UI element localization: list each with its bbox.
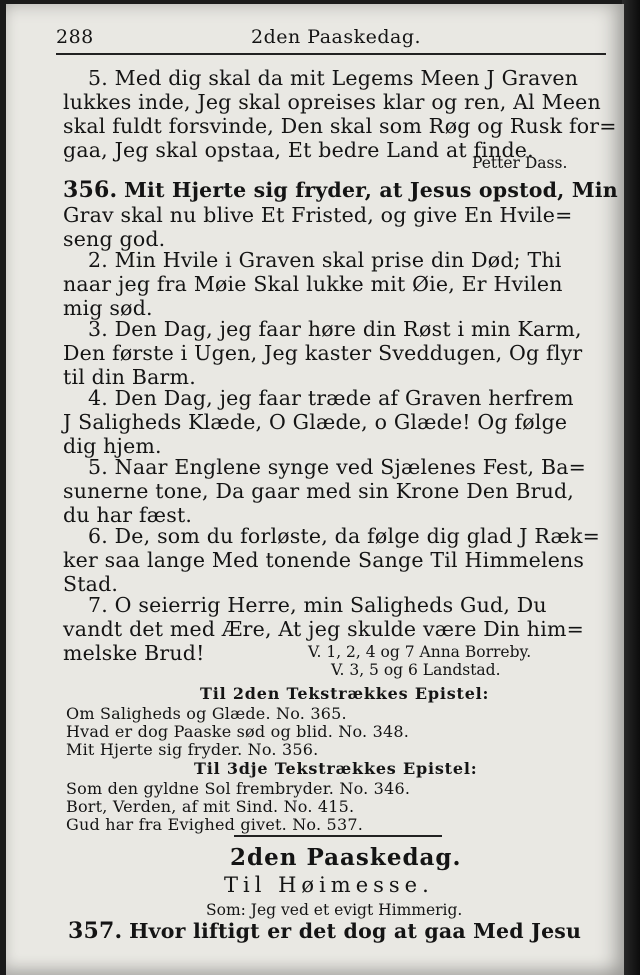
hymn-number: 357.	[68, 918, 123, 944]
epistle-list-item: Som den gyldne Sol frembryder. No. 346.	[66, 779, 411, 798]
hymn-line: 2. Min Hvile i Graven skal prise din Død; Thi	[88, 248, 562, 272]
epistle-list-item: Hvad er dog Paaske sød og blid. No. 348.	[66, 722, 410, 741]
hymn-357-first-line	[68, 919, 581, 943]
epistle-3-heading: Til 3dje Tekstrækkes Epistel:	[194, 759, 478, 778]
hymn-line: vandt det med Ære, At jeg skulde være Din him=	[63, 617, 584, 641]
header-rule	[56, 53, 606, 55]
hymn-line: naar jeg fra Møie Skal lukke mit Øie, Er Hvilen	[63, 272, 563, 296]
hymn-line: 4. Den Dag, jeg faar træde af Graven herfrem	[88, 386, 574, 410]
hymn-incipit: Hvor liftigt er det dog at gaa Med Jesu	[129, 919, 582, 943]
hymn-line: Stad.	[63, 572, 119, 596]
hymn-line: dig hjem.	[63, 434, 162, 458]
hymn-line: 6. De, som du forløste, da følge dig glad J Ræk=	[88, 524, 600, 548]
prev-hymn-line: lukkes inde, Jeg skal opreises klar og ren, Al Meen	[63, 90, 601, 114]
section-divider	[234, 835, 442, 837]
hymn-line: 7. O seierrig Herre, min Saligheds Gud, Du	[88, 593, 547, 617]
hymn-line: 5. Naar Englene synge ved Sjælenes Fest, Ba=	[88, 455, 587, 479]
hymn-line: J Saligheds Klæde, O Glæde, o Glæde! Og følge	[63, 410, 568, 434]
hymn-line: seng god.	[63, 227, 166, 251]
hymn-line: 3. Den Dag, jeg faar høre din Røst i min Karm,	[88, 317, 582, 341]
prev-hymn-line: 5. Med dig skal da mit Legems Meen J Graven	[88, 66, 579, 90]
hymn-line: Den første i Ugen, Jeg kaster Sveddugen, Og flyr	[63, 341, 583, 365]
hymn-line: sunerne tone, Da gaar med sin Krone Den Brud,	[63, 479, 575, 503]
book-spine-shadow	[622, 0, 640, 975]
epistle-list-item: Bort, Verden, af mit Sind. No. 415.	[66, 797, 355, 816]
hymn-line: melske Brud!	[63, 641, 205, 665]
hymn-attribution: V. 3, 5 og 6 Landstad.	[331, 661, 501, 679]
section-title: 2den Paaskedag.	[230, 844, 462, 871]
running-head	[56, 26, 606, 52]
hymn-line: til din Barm.	[63, 365, 196, 389]
hymn-line: ker saa lange Med tonende Sange Til Himmelens	[63, 548, 585, 572]
hymn-line: mig sød.	[63, 296, 153, 320]
epistle-list-item: Mit Hjerte sig fryder. No. 356.	[66, 740, 319, 759]
page-number: 288	[56, 26, 94, 48]
running-title: 2den Paaskedag.	[251, 26, 422, 48]
epistle-2-heading: Til 2den Tekstrækkes Epistel:	[200, 684, 490, 703]
prev-hymn-author: Petter Dass.	[472, 154, 568, 172]
hymn-line: Grav skal nu blive Et Fristed, og give En Hvile=	[63, 203, 573, 227]
prev-hymn-line: skal fuldt forsvinde, Den skal som Røg og Rusk for=	[63, 114, 617, 138]
hymn-356-first-line	[63, 178, 618, 202]
hymn-number: 356.	[63, 177, 118, 203]
epistle-list-item: Gud har fra Evighed givet. No. 537.	[66, 815, 363, 834]
prev-hymn-line: gaa, Jeg skal opstaa, Et bedre Land at finde.	[63, 138, 534, 162]
section-subtitle: Til Høimesse.	[224, 873, 434, 897]
epistle-list-item: Om Saligheds og Glæde. No. 365.	[66, 704, 347, 723]
hymn-attribution: V. 1, 2, 4 og 7 Anna Borreby.	[308, 643, 532, 661]
book-page	[6, 4, 624, 975]
hymn-line: du har fæst.	[63, 503, 193, 527]
hymn-incipit: Mit Hjerte sig fryder, at Jesus opstod, Min	[124, 178, 618, 202]
melody-note: Som: Jeg ved et evigt Himmerig.	[206, 901, 463, 919]
